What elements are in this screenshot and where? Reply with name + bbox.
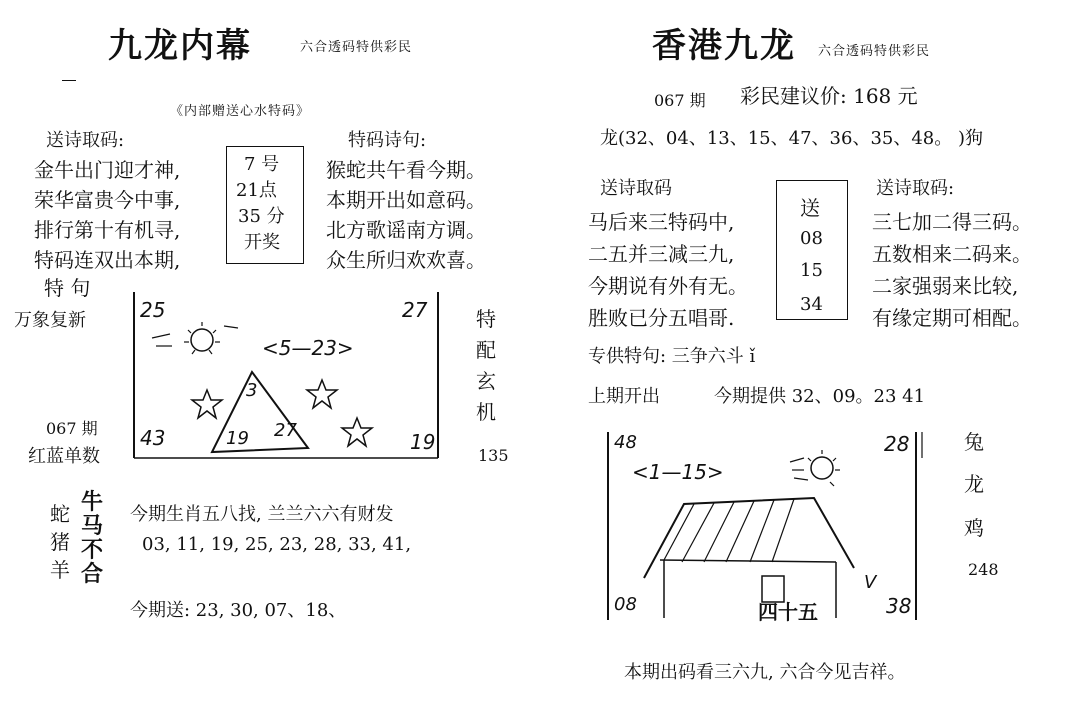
right-animal-number: 248 — [968, 560, 999, 579]
right-house-text: 四十五 — [758, 600, 818, 624]
left-triangle-left: 19 — [226, 428, 249, 449]
left-zodiac-left: 蛇猪羊 — [50, 502, 70, 582]
left-box-line: 7 号 — [244, 154, 280, 175]
right-sketch-drawing — [604, 428, 926, 624]
right-poem-right-line: 二家强弱来比较, — [872, 274, 1019, 298]
left-sketch-bl: 43 — [140, 426, 166, 450]
right-poem-right-line: 五数相来二码来。 — [872, 242, 1032, 266]
left-sketch-tr: 27 — [402, 298, 428, 322]
left-poem-line: 荣华富贵今中事, — [34, 188, 181, 212]
right-poem-left-line: 胜败已分五唱哥. — [588, 306, 735, 330]
left-special-label: 特 句 — [44, 276, 91, 300]
right-last-label: 上期开出 — [588, 386, 660, 407]
right-sketch-br: 38 — [886, 594, 912, 618]
right-issue: 067 期 — [654, 91, 706, 110]
left-sketch-br: 19 — [410, 430, 436, 454]
right-box-line: 08 — [800, 228, 823, 249]
right-sketch-bl: 08 — [614, 594, 637, 615]
right-title: 香港九龙 — [652, 26, 796, 66]
left-zodiac-not: 牛马不合 — [80, 489, 103, 587]
right-poem-right-line: 三七加二得三码。 — [872, 210, 1032, 234]
right-poem-label-right: 送诗取码: — [876, 178, 955, 199]
right-sketch — [604, 428, 926, 624]
left-triangle-right: 27 — [274, 420, 297, 441]
right-dragon-line: 龙(32、04、13、15、47、36、35、48。 )狗 — [600, 128, 983, 149]
right-poem-left-line: 今期说有外有无。 — [588, 274, 748, 298]
right-box-line: 34 — [800, 294, 823, 315]
left-verse-line: 北方歌谣南方调。 — [326, 218, 486, 242]
left-box-line: 35 分 — [238, 206, 285, 227]
right-poem-left-line: 二五并三减三九, — [588, 242, 735, 266]
left-poem-line: 金牛出门迎才神, — [34, 158, 181, 182]
left-verse-line: 众生所归欢欢喜。 — [326, 248, 486, 272]
right-title-sub: 六合透码特供彩民 — [818, 44, 931, 59]
left-sketch-tl: 25 — [140, 298, 166, 322]
left-box-line: 21点 — [236, 180, 277, 201]
left-title-sub: 六合透码特供彩民 — [300, 40, 413, 55]
right-animal: 鸡 — [964, 516, 984, 540]
right-sketch-bracket: <1—15> — [632, 460, 724, 484]
left-right-vertical: 特配玄机 — [476, 307, 496, 424]
right-box-line: 送 — [800, 196, 820, 220]
right-poem-right-line: 有缘定期可相配。 — [872, 306, 1032, 330]
right-footer: 本期出码看三六九, 六合今见吉祥。 — [624, 662, 906, 683]
left-zodiac-line: 今期生肖五八找, 兰兰六六有财发 — [130, 504, 394, 525]
right-sketch-tr: 28 — [884, 432, 910, 456]
right-today-provide: 今期提供 32、09。23 41 — [714, 386, 926, 407]
left-title: 九龙内幕 — [108, 26, 252, 66]
left-send-line: 今期送: 23, 30, 07、18、 — [130, 600, 347, 621]
left-issue: 067 期 — [46, 419, 98, 438]
right-animal: 兔 — [964, 430, 984, 454]
left-verse-label: 特码诗句: — [348, 130, 427, 151]
left-poem-label: 送诗取码: — [46, 130, 125, 151]
right-poem-left-line: 马后来三特码中, — [588, 210, 735, 234]
right-special-line: 专供特句: 三争六斗 ǐ — [588, 346, 756, 367]
left-numbers-line: 03, 11, 19, 25, 23, 28, 33, 41, — [142, 534, 412, 555]
right-sketch-tl: 48 — [614, 432, 637, 453]
right-box-line: 15 — [800, 260, 823, 281]
left-verse-line: 本期开出如意码。 — [326, 188, 486, 212]
right-poem-label-left: 送诗取码 — [600, 178, 672, 199]
dash-mark — [62, 80, 76, 81]
left-box-line: 开奖 — [244, 232, 280, 253]
left-special-text: 万象复新 — [14, 310, 86, 331]
right-price: 彩民建议价: 168 元 — [740, 84, 918, 108]
left-poem-line: 特码连双出本期, — [34, 248, 181, 272]
left-right-number: 135 — [478, 446, 509, 465]
left-poem-line: 排行第十有机寻, — [34, 218, 181, 242]
left-red-blue: 红蓝单数 — [28, 446, 100, 467]
left-sketch-bracket: <5—23> — [262, 336, 354, 360]
left-triangle-top: 3 — [246, 380, 258, 401]
right-sketch-v: V — [864, 572, 877, 593]
left-tag: 《内部赠送心水特码》 — [170, 104, 311, 119]
left-verse-line: 猴蛇共午看今期。 — [326, 158, 486, 182]
right-animal: 龙 — [964, 472, 984, 496]
